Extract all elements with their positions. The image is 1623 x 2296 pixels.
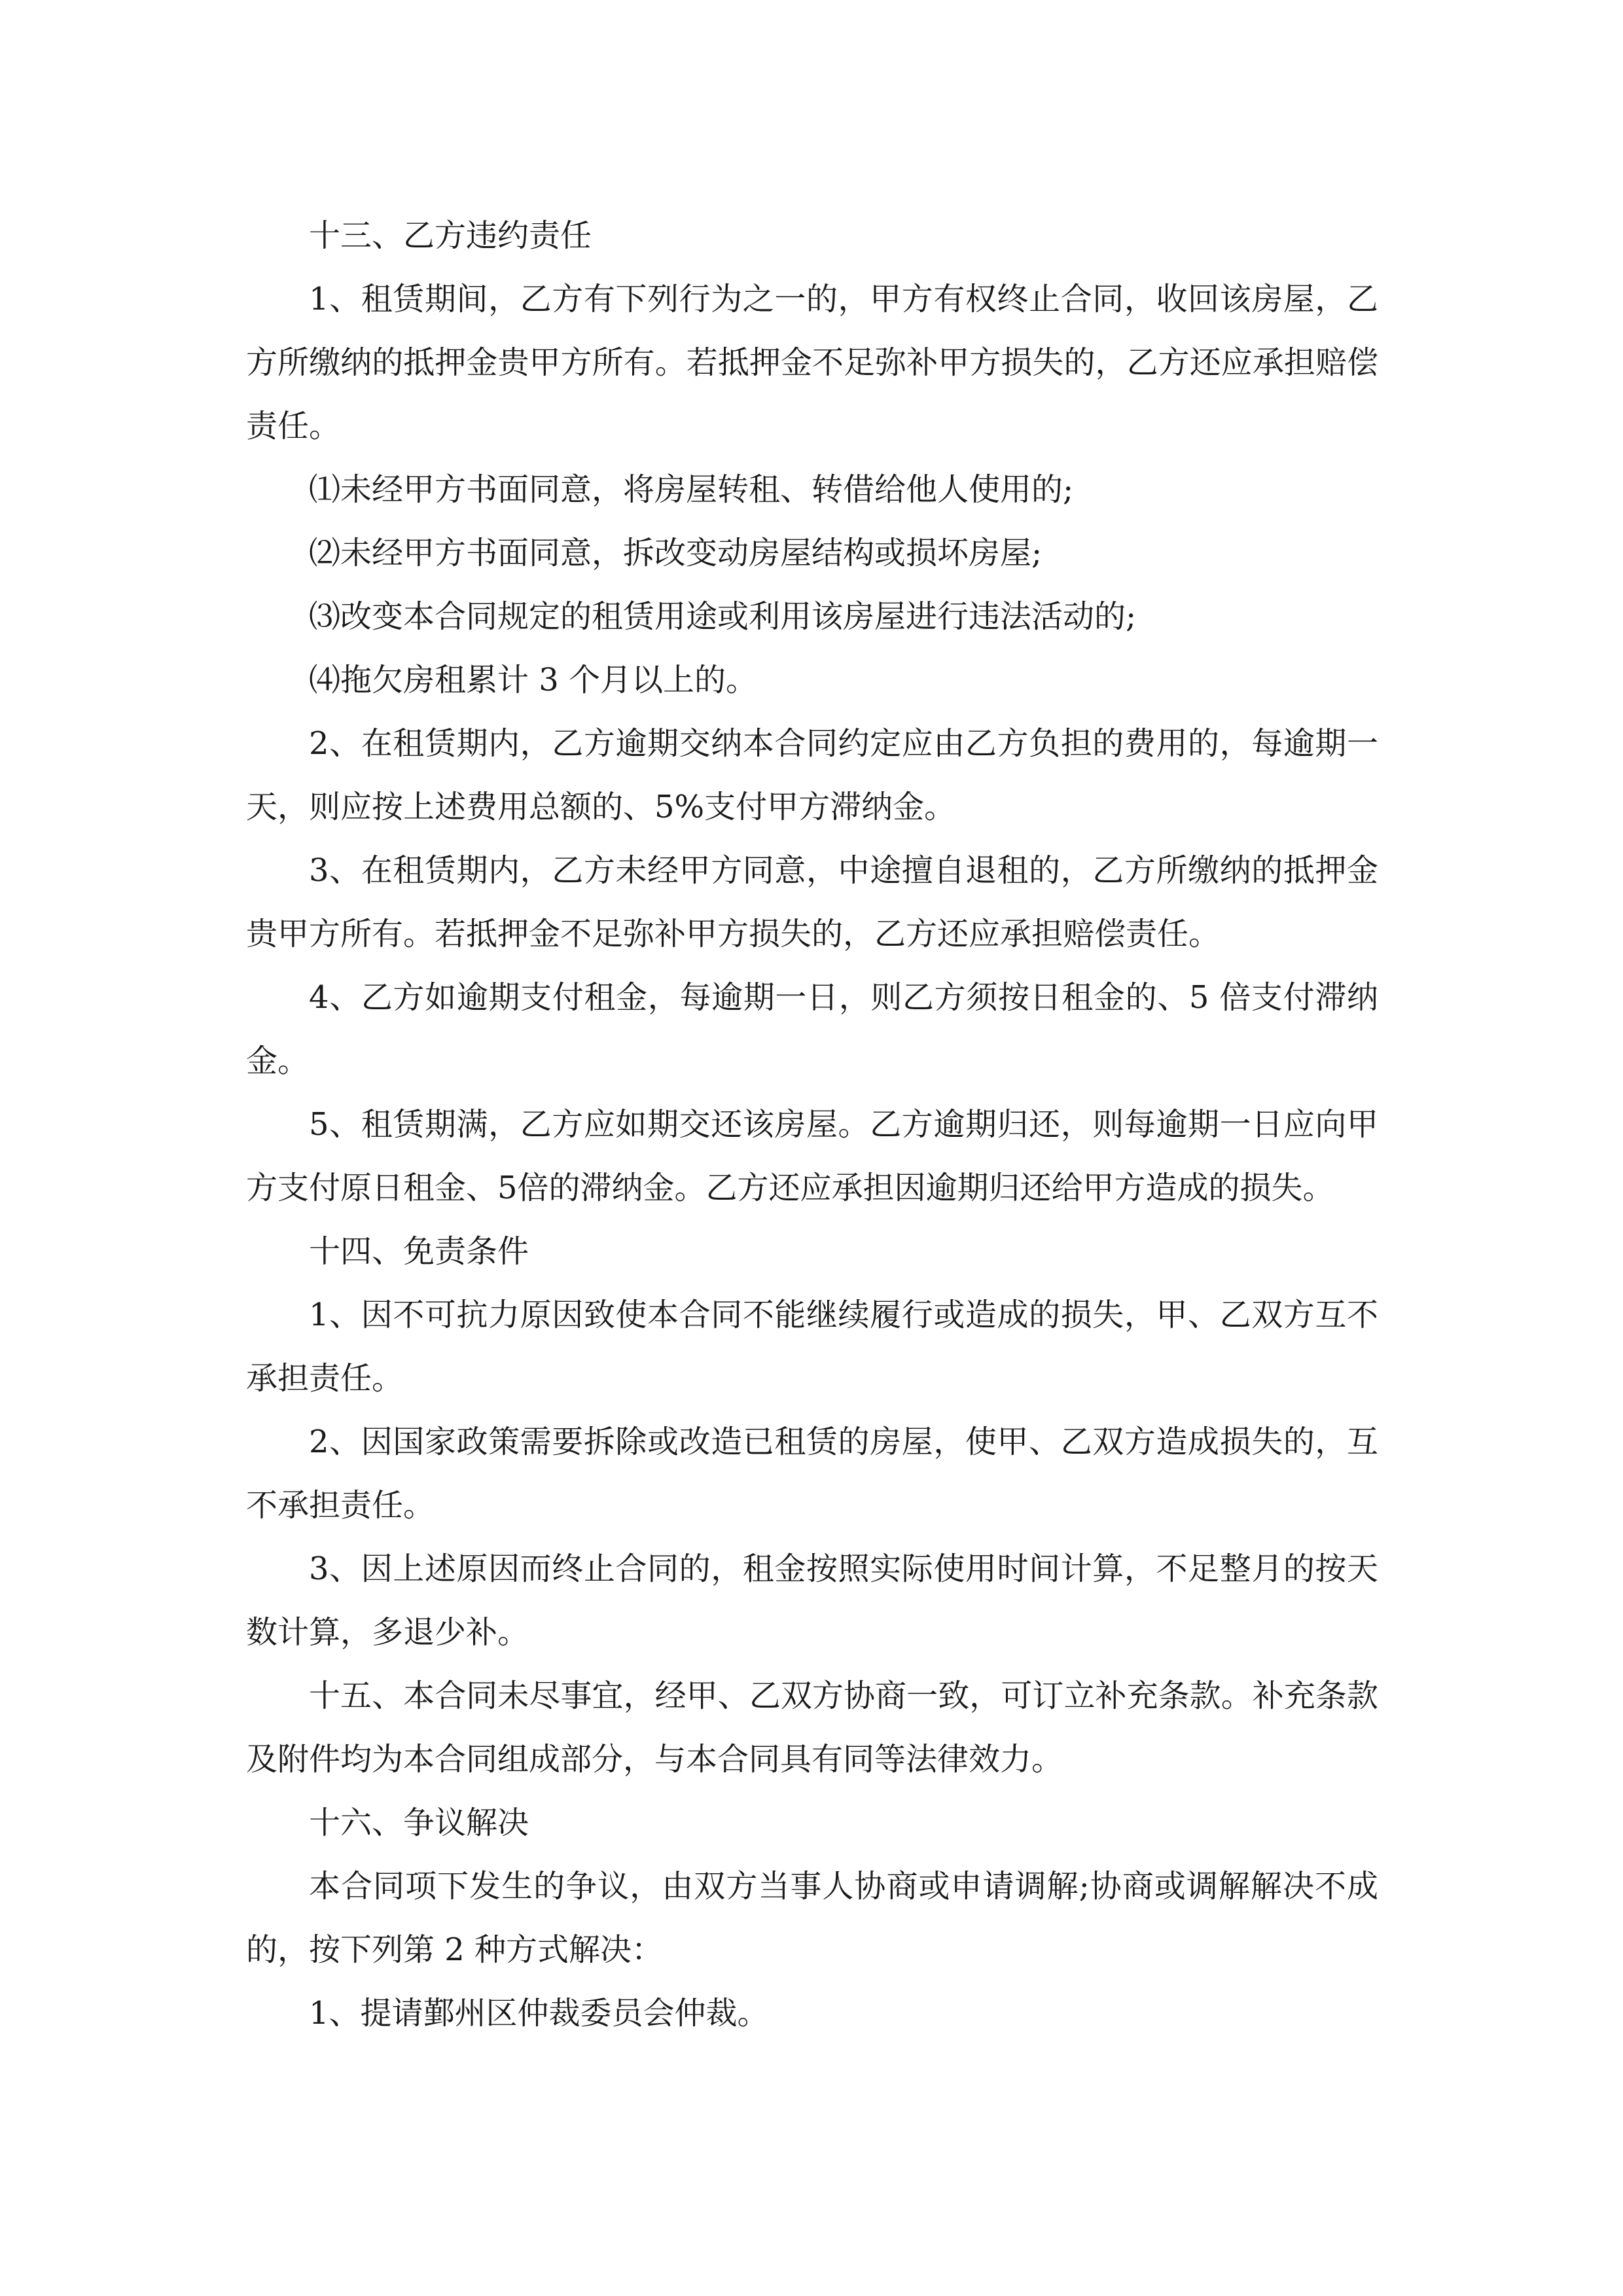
list-item: ⑷拖欠房租累计 3 个月以上的。 — [309, 662, 758, 698]
paragraph: 1、租赁期间，乙方有下列行为之一的，甲方有权终止合同，收回该房屋，乙方所缴纳的抵押金贵甲方所有。若抵押金不足弥补甲方损失的，乙方还应承担赔偿责任。 — [246, 281, 1378, 444]
paragraph: 3、因上述原因而终止合同的，租金按照实际使用时间计算，不足整月的按天数计算，多退少补。 — [246, 1551, 1378, 1651]
list-item: ⑵未经甲方书面同意，拆改变动房屋结构或损坏房屋; — [309, 535, 1043, 571]
list-item: ⑴未经甲方书面同意，将房屋转租、转借给他人使用的; — [309, 471, 1074, 508]
document-page — [246, 204, 1378, 2045]
section-heading-16: 十六、争议解决 — [309, 1804, 529, 1841]
paragraph: 1、因不可抗力原因致使本合同不能继续履行或造成的损失，甲、乙双方互不承担责任。 — [246, 1297, 1378, 1397]
section-heading-15: 十五、本合同未尽事宜，经甲、乙双方协商一致，可订立补充条款。补充条款及附件均为本合同组成部分，与本合同具有同等法律效力。 — [246, 1677, 1378, 1778]
section-heading-14: 十四、免责条件 — [309, 1233, 529, 1270]
paragraph: 2、在租赁期内，乙方逾期交纳本合同约定应由乙方负担的费用的，每逾期一天，则应按上述费用总额的、5%支付甲方滞纳金。 — [246, 725, 1378, 825]
paragraph: 本合同项下发生的争议，由双方当事人协商或申请调解;协商或调解解决不成的，按下列第 2 种方式解决： — [246, 1868, 1378, 1968]
paragraph: 1、提请鄞州区仲裁委员会仲裁。 — [309, 1995, 769, 2032]
list-item: ⑶改变本合同规定的租赁用途或利用该房屋进行违法活动的; — [309, 598, 1137, 635]
section-heading-13: 十三、乙方违约责任 — [309, 217, 592, 254]
paragraph: 2、因国家政策需要拆除或改造已租赁的房屋，使甲、乙双方造成损失的，互不承担责任。 — [246, 1424, 1378, 1524]
paragraph: 3、在租赁期内，乙方未经甲方同意，中途擅自退租的，乙方所缴纳的抵押金贵甲方所有。若抵押金不足弥补甲方损失的，乙方还应承担赔偿责任。 — [246, 852, 1378, 952]
paragraph: 5、租赁期满，乙方应如期交还该房屋。乙方逾期归还，则每逾期一日应向甲方支付原日租金、5倍的滞纳金。乙方还应承担因逾期归还给甲方造成的损失。 — [246, 1106, 1378, 1206]
paragraph: 4、乙方如逾期支付租金，每逾期一日，则乙方须按日租金的、5 倍支付滞纳金。 — [246, 979, 1378, 1079]
